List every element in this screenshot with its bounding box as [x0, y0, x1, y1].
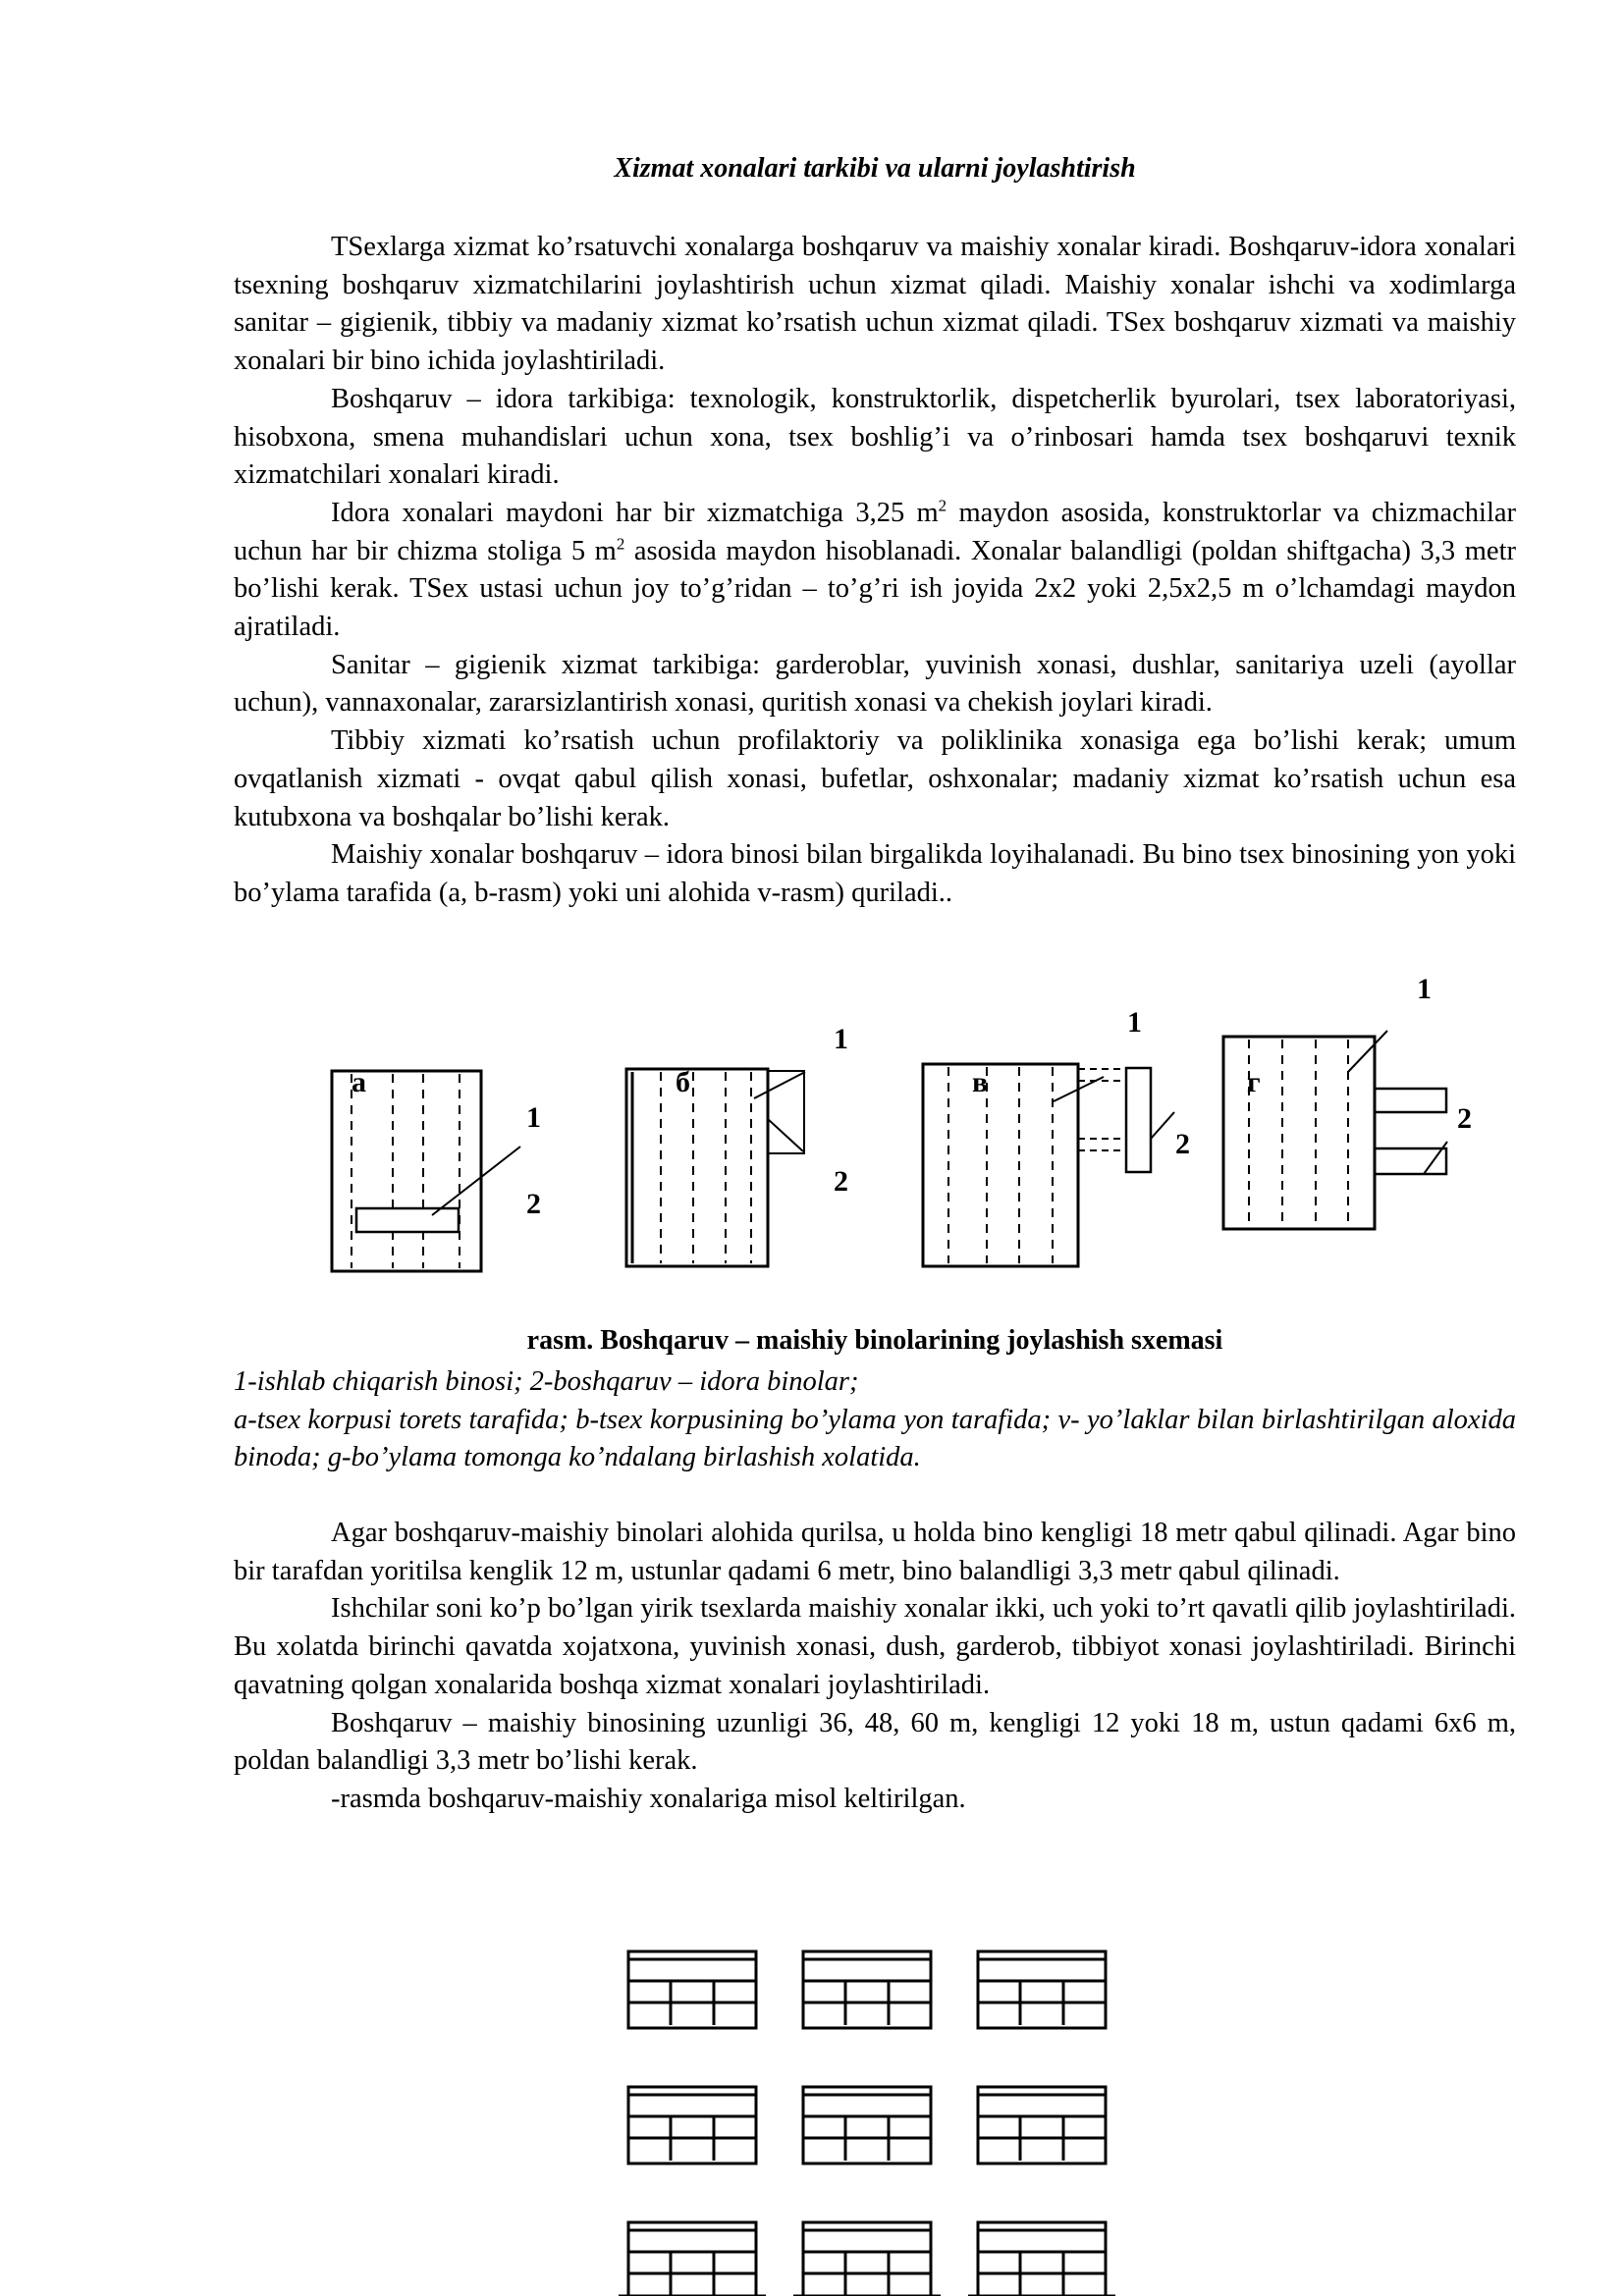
scheme-panel-c	[923, 1064, 1174, 1266]
body-text-bottom	[234, 1515, 1516, 1819]
floor-plan-figure	[619, 1951, 1115, 2296]
paragraph-area-norms: Idora xonalari maydoni har bir xizmatchiga 3,25 $m^2$ maydon asosida, konstruktorlar va chizmachilar uchun har bir chizma stoliga 5 $m^2$ asosida maydon hisoblanadi. Xonalar balandligi (poldan shiftgacha) 3,3 metr bo’lishi kerak. TSex ustasi uchun joy to’g’ridan – to’g’ri ish joyida 2x2 yoki 2,5x2,5 m o’lchamdagi maydon ajratiladi.	[234, 496, 1517, 643]
panel-a-label-1: 1	[526, 1101, 541, 1134]
scheme-panel-a	[332, 1071, 520, 1271]
paragraph: Tibbiy xizmati ko’rsatish uchun profilaktoriy va poliklinika xonasiga ega bo’lishi kerak; umum ovqatlanish xizmati - ovqat qabul qilish xonasi, bufetlar, oshxonalar; madaniy xizmat ko’rsatish uchun esa kutubxona va boshqalar bo’lishi kerak.	[234, 725, 1516, 832]
paragraph: -rasmda boshqaruv-maishiy xonalariga misol keltirilgan.	[331, 1783, 966, 1814]
panel-d-label-1: 1	[1417, 973, 1432, 1005]
scheme-panel-b	[626, 1069, 805, 1266]
panel-a-letter: а	[352, 1066, 366, 1098]
section-title: Xizmat xonalari tarkibi va ularni joylashtirish	[614, 153, 1136, 184]
panel-c-label-1: 1	[1127, 1006, 1142, 1039]
panel-a-label-2: 2	[526, 1188, 541, 1220]
paragraph: Boshqaruv – idora tarkibiga: texnologik, konstruktorlik, dispetcherlik byurolari, tsex laboratoriyasi, hisobxona, smena muhandislari uchun xona, tsex boshlig’i va o’rinbosari hamda tsex boshqaruvi texnik xizmatchilari xonalari kiradi.	[234, 383, 1516, 491]
figure-caption	[234, 1363, 1516, 1477]
panel-b-label-2: 2	[834, 1165, 848, 1198]
paragraph: Boshqaruv – maishiy binosining uzunligi 36, 48, 60 m, kengligi 12 yoki 18 m, ustun qadami 6x6 m, poldan balandligi 3,3 metr bo’lishi kerak.	[234, 1707, 1516, 1777]
paragraph: TSexlarga xizmat ko’rsatuvchi xonalarga boshqaruv va maishiy xonalar kiradi. Boshqaruv-idora xonalari tsexning boshqaruv xizmatchilarini joylashtirish uchun xizmat qiladi. Maishiy xonalar ishchi va xodimlarga sanitar – gigienik, tibbiy va madaniy xizmat ko’rsatish uchun xizmat qiladi. TSex boshqaruv xizmati va maishiy xonalari bir bino ichida joylashtiriladi.	[234, 232, 1516, 377]
paragraph: Agar boshqaruv-maishiy binolari alohida qurilsa, u holda bino kengligi 18 metr qabul qilinadi. Agar bino bir tarafdan yoritilsa kenglik 12 m, ustunlar qadami 6 metr, bino balandligi 3,3 metr qabul qilinadi.	[234, 1518, 1516, 1586]
panel-b-label-1: 1	[834, 1023, 848, 1055]
caption-variants: a-tsex korpusi torets tarafida; b-tsex korpusining bo’ylama yon tarafida; v- yo’laklar bilan birlashtirilgan aloxida binoda; g-bo’ylama tomonga ko’ndalang birlashish xolatida.	[234, 1404, 1516, 1473]
paragraph: Sanitar – gigienik xizmat tarkibiga: garderoblar, yuvinish xonasi, dushlar, sanitariya uzeli (ayollar uchun), vannaxonalar, zararsizlantirish xonasi, quritish xonasi va chekish joylari kiradi.	[234, 649, 1516, 719]
figure-caption-title: rasm. Boshqaruv – maishiy binolarining joylashish sxemasi	[526, 1325, 1223, 1356]
panel-c-label-2: 2	[1175, 1128, 1190, 1160]
panel-d-label-2: 2	[1457, 1102, 1472, 1135]
panel-d-letter: г	[1247, 1066, 1261, 1098]
paragraph: Ishchilar soni ko’p bo’lgan yirik tsexlarda maishiy xonalar ikki, uch yoki to’rt qavatli qilib joylashtiriladi. Bu xolatda birinchi qavatda xojatxona, yuvinish xonasi, dush, garderob, tibbiyot xonasi joylashtiriladi. Birinchi qavatning qolgan xonalarida boshqa xizmat xonalari joylashtiriladi.	[234, 1593, 1516, 1700]
paragraph: Maishiy xonalar boshqaruv – idora binosi bilan birgalikda loyihalanadi. Bu bino tsex binosining yon yoki bo’ylama tarafida (a, b-rasm) yoki uni alohida v-rasm) quriladi..	[234, 839, 1516, 908]
scheme-panel-d	[1223, 1031, 1447, 1229]
caption-legend: 1-ishlab chiqarish binosi; 2-boshqaruv – idora binolar;	[234, 1366, 859, 1397]
panel-b-letter: б	[676, 1066, 690, 1098]
panel-c-letter: в	[972, 1066, 989, 1098]
